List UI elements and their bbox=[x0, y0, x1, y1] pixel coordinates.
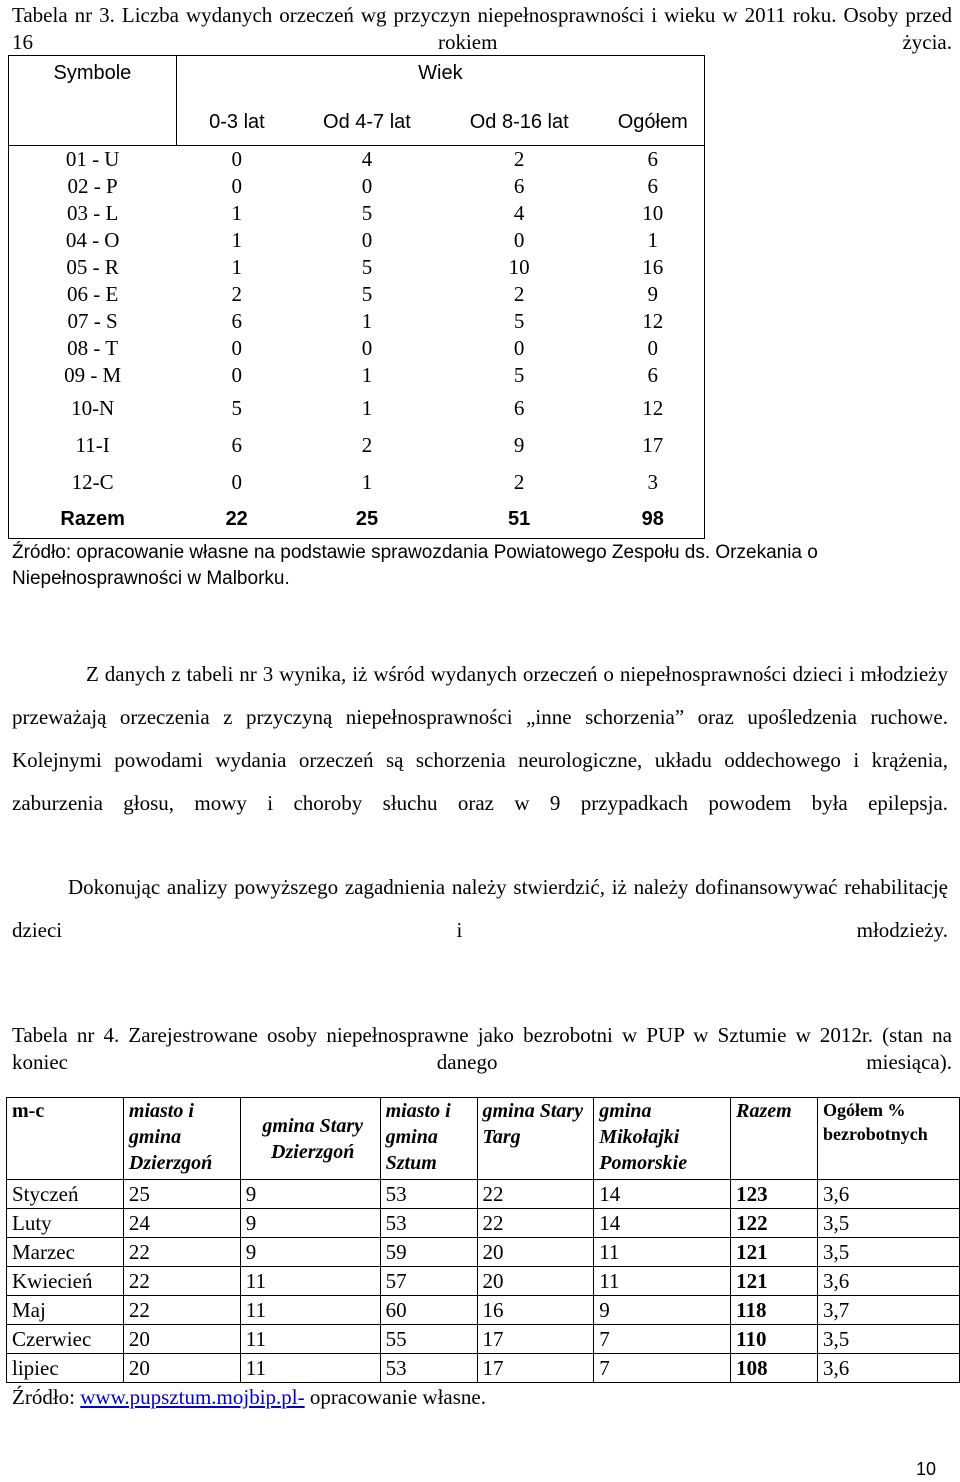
table-cell: 11 bbox=[240, 1296, 380, 1325]
table-cell: 6 bbox=[602, 362, 705, 390]
source-link[interactable]: www.pupsztum.mojbip.pl- bbox=[80, 1385, 305, 1409]
total-cell: 98 bbox=[602, 501, 705, 539]
table-row bbox=[9, 335, 705, 362]
table-cell: 0 bbox=[513, 335, 525, 360]
paragraph-analysis: Z danych z tabeli nr 3 wynika, iż wśród wydanych orzeczeń o niepełnosprawności dzieci i młodzieży przeważają orzeczenia z przyczyną niepełnosprawności „inne schorzenia” oraz upośledzenia ruchowe. Kolejnymi powodami wydania orzeczeń są schorzenia neurologiczne, układu oddechowego i krążenia, zaburzenia głosu, mowy i choroby słuchu oraz w 9 przypadkach powodem była epilepsja. bbox=[12, 662, 948, 815]
table-cell: 17 bbox=[477, 1325, 594, 1354]
table-cell: 5 bbox=[231, 395, 242, 420]
table3-source: Źródło: opracowanie własne na podstawie sprawozdania Powiatowego Zespołu ds. Orzekania o Niepełnosprawności w Malborku. bbox=[12, 542, 818, 589]
table-cell: 2 bbox=[231, 281, 242, 306]
table-cell: 1 bbox=[231, 227, 242, 252]
table-cell: 7 bbox=[594, 1325, 731, 1354]
table-cell: 14 bbox=[594, 1180, 731, 1209]
table-row bbox=[7, 1325, 960, 1354]
table-cell: 59 bbox=[380, 1238, 477, 1267]
table-cell: 3,6 bbox=[818, 1354, 960, 1383]
table4-column-header: m-c bbox=[7, 1098, 124, 1180]
table-cell: Czerwiec bbox=[7, 1325, 124, 1354]
page-number: 10 bbox=[915, 1459, 936, 1479]
table-cell: 9 bbox=[513, 432, 525, 457]
table-cell: 55 bbox=[380, 1325, 477, 1354]
table-cell: 3,6 bbox=[818, 1267, 960, 1296]
table-row bbox=[9, 362, 705, 390]
table4-column-header: gmina Mikołajki Pomorskie bbox=[594, 1098, 731, 1180]
table-row bbox=[9, 464, 705, 501]
table-cell: 57 bbox=[380, 1267, 477, 1296]
table-cell: 2 bbox=[513, 146, 525, 171]
table-cell: 121 bbox=[731, 1267, 818, 1296]
table-cell: 09 - M bbox=[9, 362, 177, 390]
table-row bbox=[9, 308, 705, 335]
table-row bbox=[9, 390, 705, 427]
table-row bbox=[7, 1267, 960, 1296]
table-cell: 5 bbox=[513, 308, 525, 333]
table-cell: 1 bbox=[361, 363, 373, 387]
table3-caption: Tabela nr 3. Liczba wydanych orzeczeń wg przyczyn niepełnosprawności i wieku w 2011 roku. Osoby przed 16 rokiem życia. bbox=[12, 3, 952, 54]
table-cell: 1 bbox=[361, 308, 373, 333]
table-cell: 53 bbox=[380, 1180, 477, 1209]
table-cell: 2 bbox=[513, 281, 525, 306]
table-cell: 20 bbox=[123, 1354, 240, 1383]
table-cell: Maj bbox=[7, 1296, 124, 1325]
table-cell: 5 bbox=[361, 281, 373, 306]
column-header: Ogółem bbox=[602, 100, 705, 146]
table-cell: 5 bbox=[513, 363, 525, 387]
table3 bbox=[8, 55, 705, 539]
table-cell: 07 - S bbox=[9, 308, 177, 335]
table-cell: 10 bbox=[602, 200, 705, 227]
table-cell: 20 bbox=[477, 1238, 594, 1267]
table-cell: 14 bbox=[594, 1209, 731, 1238]
table-cell: 10-N bbox=[9, 390, 177, 427]
table4-column-header: miasto i gmina Dzierzgoń bbox=[123, 1098, 240, 1180]
table-row bbox=[7, 1238, 960, 1267]
table4-column-header: Ogółem % bezrobotnych bbox=[818, 1098, 960, 1180]
table-cell: 0 bbox=[231, 146, 242, 171]
table-cell: 22 bbox=[477, 1180, 594, 1209]
table-cell: 0 bbox=[231, 363, 242, 387]
table-row bbox=[7, 1180, 960, 1209]
table-cell: 6 bbox=[513, 173, 525, 198]
table-cell: 3,6 bbox=[818, 1180, 960, 1209]
table-cell: 5 bbox=[361, 254, 373, 279]
table-cell: 6 bbox=[231, 432, 242, 457]
total-cell: 51 bbox=[437, 501, 602, 539]
table-cell: 17 bbox=[602, 427, 705, 464]
table-cell: Styczeń bbox=[7, 1180, 124, 1209]
table-cell: 0 bbox=[231, 173, 242, 198]
table-cell: 0 bbox=[361, 335, 373, 360]
table-row bbox=[9, 173, 705, 200]
header-wiek: Wiek bbox=[176, 56, 704, 100]
table-cell: 11 bbox=[594, 1238, 731, 1267]
table-cell: Kwiecień bbox=[7, 1267, 124, 1296]
table-cell: 11 bbox=[594, 1267, 731, 1296]
table-cell: 12 bbox=[602, 390, 705, 427]
table-cell: 6 bbox=[231, 308, 242, 333]
table4-caption: Tabela nr 4. Zarejestrowane osoby niepełnosprawne jako bezrobotni w PUP w Sztumie w 2012r. (stan na koniec danego miesiąca). bbox=[12, 1023, 952, 1074]
table-cell: Marzec bbox=[7, 1238, 124, 1267]
table-cell: 118 bbox=[731, 1296, 818, 1325]
table-cell: 9 bbox=[240, 1238, 380, 1267]
table-cell: 12-C bbox=[9, 464, 177, 501]
table-row bbox=[7, 1354, 960, 1383]
table-cell: 25 bbox=[123, 1180, 240, 1209]
table-cell: 12 bbox=[602, 308, 705, 335]
table-cell: 3 bbox=[602, 464, 705, 501]
table-cell: 22 bbox=[123, 1296, 240, 1325]
table4-column-header: Razem bbox=[731, 1098, 818, 1180]
table4-column-header: miasto i gmina Sztum bbox=[380, 1098, 477, 1180]
table-row bbox=[7, 1209, 960, 1238]
table-cell: 1 bbox=[361, 469, 373, 494]
table-cell: 0 bbox=[231, 469, 242, 494]
table-cell: 3,5 bbox=[818, 1325, 960, 1354]
table4-column-header: gmina Stary Dzierzgoń bbox=[240, 1098, 380, 1180]
table-cell: 24 bbox=[123, 1209, 240, 1238]
table-cell: 01 - U bbox=[9, 146, 177, 173]
table-cell: 0 bbox=[361, 227, 373, 252]
table-cell: 20 bbox=[477, 1267, 594, 1296]
table-row bbox=[7, 1296, 960, 1325]
table-cell: 11 bbox=[240, 1354, 380, 1383]
table-cell: 53 bbox=[380, 1209, 477, 1238]
table-cell: 02 - P bbox=[9, 173, 177, 200]
table-cell: 03 - L bbox=[9, 200, 177, 227]
table-cell: 16 bbox=[602, 254, 705, 281]
table-cell: 108 bbox=[731, 1354, 818, 1383]
table-cell: 4 bbox=[361, 146, 373, 171]
table-cell: 9 bbox=[602, 281, 705, 308]
table-cell: 2 bbox=[513, 469, 525, 494]
table-row bbox=[9, 227, 705, 254]
column-header: Od 8-16 lat bbox=[437, 100, 602, 146]
table-cell: 04 - O bbox=[9, 227, 177, 254]
table-cell: 3,5 bbox=[818, 1238, 960, 1267]
table-cell: 2 bbox=[361, 432, 373, 457]
table-cell: 11 bbox=[240, 1267, 380, 1296]
source-prefix: Źródło: bbox=[12, 1385, 81, 1409]
table-row bbox=[9, 254, 705, 281]
table-row bbox=[9, 146, 705, 173]
table-cell: 9 bbox=[240, 1209, 380, 1238]
table-cell: 11-I bbox=[9, 427, 177, 464]
table-cell: 17 bbox=[477, 1354, 594, 1383]
source-suffix: opracowanie własne. bbox=[304, 1385, 486, 1409]
table-cell: 1 bbox=[231, 200, 242, 225]
table-cell: 7 bbox=[594, 1354, 731, 1383]
table-cell: lipiec bbox=[7, 1354, 124, 1383]
table-cell: 22 bbox=[123, 1238, 240, 1267]
table-cell: 53 bbox=[380, 1354, 477, 1383]
table3-total-row bbox=[9, 501, 705, 539]
table-cell: 08 - T bbox=[9, 335, 177, 362]
table-cell: 22 bbox=[477, 1209, 594, 1238]
table-cell: 3,5 bbox=[818, 1209, 960, 1238]
table-cell: 9 bbox=[240, 1180, 380, 1209]
table-cell: 110 bbox=[731, 1325, 818, 1354]
table-cell: 22 bbox=[123, 1267, 240, 1296]
table4 bbox=[6, 1097, 960, 1383]
table-cell: 6 bbox=[602, 146, 705, 173]
table-cell: 16 bbox=[477, 1296, 594, 1325]
table-cell: 5 bbox=[361, 200, 373, 225]
table-cell: 0 bbox=[602, 335, 705, 362]
table4-column-header: gmina Stary Targ bbox=[477, 1098, 594, 1180]
total-cell: Razem bbox=[9, 501, 177, 539]
table3-header-row bbox=[9, 56, 705, 100]
table-cell: 1 bbox=[602, 227, 705, 254]
table-cell: Luty bbox=[7, 1209, 124, 1238]
table-cell: 10 bbox=[508, 254, 530, 279]
table-cell: 11 bbox=[240, 1325, 380, 1354]
table-cell: 0 bbox=[231, 335, 242, 360]
paragraph-conclusion: Dokonując analizy powyższego zagadnienia należy stwierdzić, iż należy dofinansowywać rehabilitację dzieci i młodzieży. bbox=[12, 875, 948, 942]
table-cell: 9 bbox=[594, 1296, 731, 1325]
table-row bbox=[9, 427, 705, 464]
table-cell: 60 bbox=[380, 1296, 477, 1325]
column-header: Od 4-7 lat bbox=[297, 100, 437, 146]
table-cell: 121 bbox=[731, 1238, 818, 1267]
table-cell: 06 - E bbox=[9, 281, 177, 308]
table-cell: 6 bbox=[602, 173, 705, 200]
table-cell: 1 bbox=[231, 254, 242, 279]
table-row bbox=[9, 281, 705, 308]
table-cell: 6 bbox=[513, 395, 525, 420]
table-cell: 05 - R bbox=[9, 254, 177, 281]
table-cell: 122 bbox=[731, 1209, 818, 1238]
header-symbole: Symbole bbox=[9, 56, 177, 146]
table4-source bbox=[12, 1385, 486, 1410]
table-cell: 1 bbox=[361, 395, 373, 420]
table-cell: 123 bbox=[731, 1180, 818, 1209]
total-cell: 22 bbox=[176, 501, 297, 539]
total-cell: 25 bbox=[297, 501, 437, 539]
table-cell: 0 bbox=[513, 227, 525, 252]
table-cell: 0 bbox=[361, 173, 373, 198]
table-cell: 4 bbox=[513, 200, 525, 225]
table-cell: 20 bbox=[123, 1325, 240, 1354]
table-row bbox=[9, 200, 705, 227]
table-cell: 3,7 bbox=[818, 1296, 960, 1325]
column-header: 0-3 lat bbox=[176, 100, 297, 146]
